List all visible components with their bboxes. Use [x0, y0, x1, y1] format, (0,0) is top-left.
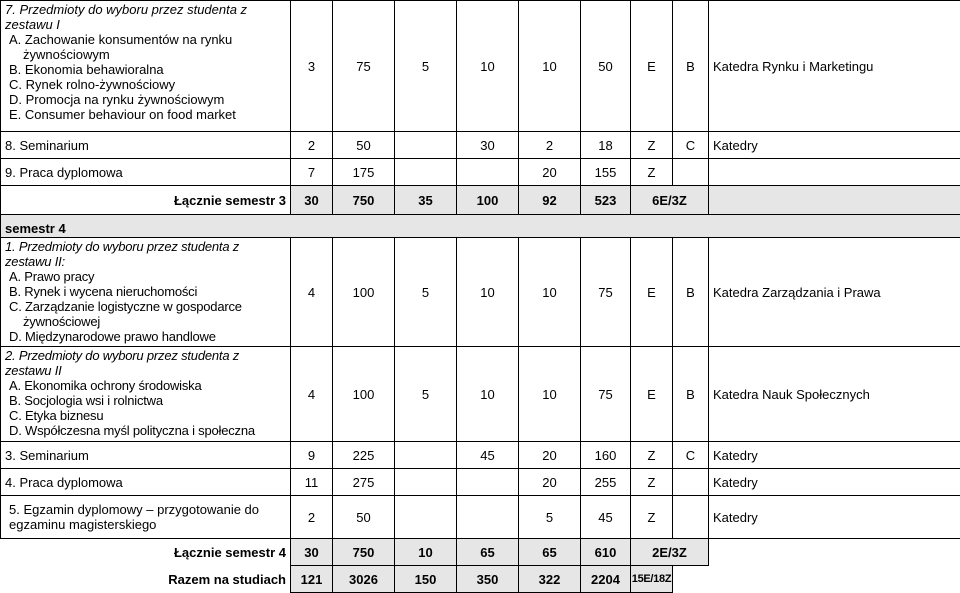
- group-cell: [673, 496, 709, 539]
- table-row: [1, 347, 960, 442]
- exercises-cell: 10: [457, 347, 519, 442]
- self-study-cell: 523: [581, 186, 631, 215]
- semester-total-row: [1, 539, 960, 566]
- exercises-cell: 30: [457, 132, 519, 159]
- department-cell: Katedry: [709, 496, 960, 539]
- assessment-cell: Z: [631, 496, 673, 539]
- assessment-cell: Z: [631, 442, 673, 469]
- lectures-cell: [395, 442, 457, 469]
- exercises-cell: 350: [457, 566, 519, 593]
- department-cell: Katedry: [709, 132, 960, 159]
- ects-cell: 4: [291, 238, 333, 347]
- hours-total-cell: 50: [333, 496, 395, 539]
- exercises-cell: [457, 496, 519, 539]
- assessment-summary-cell: 2E/3Z: [631, 539, 709, 566]
- module-cell: 2. Przedmioty do wyboru przez studenta z zestawu II A. Ekonomika ochrony środowiska B. Socjologia wsi i rolnictwa C. Etyka biznesu D. Współczesna myśl polityczna i społeczna: [1, 347, 291, 442]
- hours-total-cell: 275: [333, 469, 395, 496]
- self-study-cell: 610: [581, 539, 631, 566]
- ects-cell: 2: [291, 496, 333, 539]
- assessment-cell: E: [631, 238, 673, 347]
- contact-hours-cell: 2: [519, 132, 581, 159]
- group-cell: C: [673, 132, 709, 159]
- exercises-cell: [457, 469, 519, 496]
- contact-hours-cell: 20: [519, 469, 581, 496]
- total-label: Łącznie semestr 4: [1, 539, 291, 566]
- department-cell: Katedra Nauk Społecznych: [709, 347, 960, 442]
- contact-hours-cell: 322: [519, 566, 581, 593]
- exercises-cell: 10: [457, 238, 519, 347]
- exercises-cell: [457, 159, 519, 186]
- self-study-cell: 160: [581, 442, 631, 469]
- department-cell: Katedra Zarządzania i Prawa: [709, 238, 960, 347]
- group-cell: [673, 159, 709, 186]
- self-study-cell: 255: [581, 469, 631, 496]
- ects-cell: 9: [291, 442, 333, 469]
- table-row: [1, 159, 960, 186]
- lectures-cell: [395, 496, 457, 539]
- group-cell: B: [673, 347, 709, 442]
- lectures-cell: 150: [395, 566, 457, 593]
- department-cell: [709, 186, 960, 215]
- table-row: [1, 496, 960, 539]
- hours-total-cell: 3026: [333, 566, 395, 593]
- lectures-cell: 5: [395, 1, 457, 132]
- assessment-summary-cell: 15E/18Z: [631, 566, 673, 593]
- table-row: [1, 469, 960, 496]
- contact-hours-cell: 5: [519, 496, 581, 539]
- ects-cell: 4: [291, 347, 333, 442]
- self-study-cell: 155: [581, 159, 631, 186]
- module-cell: 3. Seminarium: [1, 442, 291, 469]
- grand-total-label: Razem na studiach: [1, 566, 291, 593]
- empty-cell: [709, 539, 960, 566]
- table-row: [1, 1, 960, 132]
- group-cell: C: [673, 442, 709, 469]
- assessment-cell: Z: [631, 132, 673, 159]
- lectures-cell: 5: [395, 238, 457, 347]
- group-cell: B: [673, 1, 709, 132]
- exercises-cell: 10: [457, 1, 519, 132]
- department-cell: Katedry: [709, 442, 960, 469]
- contact-hours-cell: 10: [519, 1, 581, 132]
- self-study-cell: 75: [581, 347, 631, 442]
- group-cell: [673, 469, 709, 496]
- contact-hours-cell: 92: [519, 186, 581, 215]
- ects-cell: 30: [291, 186, 333, 215]
- contact-hours-cell: 10: [519, 347, 581, 442]
- grand-total-row: [1, 566, 960, 593]
- hours-total-cell: 225: [333, 442, 395, 469]
- contact-hours-cell: 20: [519, 442, 581, 469]
- contact-hours-cell: 20: [519, 159, 581, 186]
- hours-total-cell: 750: [333, 186, 395, 215]
- self-study-cell: 75: [581, 238, 631, 347]
- module-cell: 8. Seminarium: [1, 132, 291, 159]
- self-study-cell: 45: [581, 496, 631, 539]
- total-label: Łącznie semestr 3: [1, 186, 291, 215]
- department-cell: Katedra Rynku i Marketingu: [709, 1, 960, 132]
- assessment-cell: E: [631, 1, 673, 132]
- semester-heading: semestr 4: [1, 215, 960, 238]
- exercises-cell: 100: [457, 186, 519, 215]
- hours-total-cell: 750: [333, 539, 395, 566]
- assessment-cell: Z: [631, 469, 673, 496]
- ects-cell: 121: [291, 566, 333, 593]
- lectures-cell: 35: [395, 186, 457, 215]
- module-cell: 4. Praca dyplomowa: [1, 469, 291, 496]
- self-study-cell: 2204: [581, 566, 631, 593]
- lectures-cell: 5: [395, 347, 457, 442]
- ects-cell: 11: [291, 469, 333, 496]
- ects-cell: 7: [291, 159, 333, 186]
- department-cell: [709, 159, 960, 186]
- lectures-cell: [395, 469, 457, 496]
- hours-total-cell: 175: [333, 159, 395, 186]
- module-cell: 5. Egzamin dyplomowy – przygotowanie do egzaminu magisterskiego: [1, 496, 291, 539]
- hours-total-cell: 50: [333, 132, 395, 159]
- table-row: [1, 132, 960, 159]
- table-row: [1, 442, 960, 469]
- lectures-cell: [395, 159, 457, 186]
- self-study-cell: 18: [581, 132, 631, 159]
- module-cell: 9. Praca dyplomowa: [1, 159, 291, 186]
- group-cell: B: [673, 238, 709, 347]
- lectures-cell: 10: [395, 539, 457, 566]
- exercises-cell: 45: [457, 442, 519, 469]
- semester-header-row: [1, 215, 960, 238]
- semester-total-row: [1, 186, 960, 215]
- assessment-cell: E: [631, 347, 673, 442]
- ects-cell: 3: [291, 1, 333, 132]
- module-cell: 7. Przedmioty do wyboru przez studenta z zestawu I A. Zachowanie konsumentów na rynku żywnościowym B. Ekonomia behawioralna C. Rynek rolno-żywnościowy D. Promocja na rynku żywnościowym E. Consumer behaviour on food market: [1, 1, 291, 132]
- hours-total-cell: 100: [333, 238, 395, 347]
- lectures-cell: [395, 132, 457, 159]
- contact-hours-cell: 10: [519, 238, 581, 347]
- exercises-cell: 65: [457, 539, 519, 566]
- hours-total-cell: 75: [333, 1, 395, 132]
- ects-cell: 30: [291, 539, 333, 566]
- ects-cell: 2: [291, 132, 333, 159]
- department-cell: Katedry: [709, 469, 960, 496]
- empty-cell: [673, 566, 960, 593]
- contact-hours-cell: 65: [519, 539, 581, 566]
- assessment-cell: Z: [631, 159, 673, 186]
- table-row: [1, 238, 960, 347]
- assessment-summary-cell: 6E/3Z: [631, 186, 709, 215]
- self-study-cell: 50: [581, 1, 631, 132]
- hours-total-cell: 100: [333, 347, 395, 442]
- module-cell: 1. Przedmioty do wyboru przez studenta z zestawu II: A. Prawo pracy B. Rynek i wycena nieruchomości C. Zarządzanie logistyczne w gospodarce żywnościowej D. Międzynarodowe prawo handlowe: [1, 238, 291, 347]
